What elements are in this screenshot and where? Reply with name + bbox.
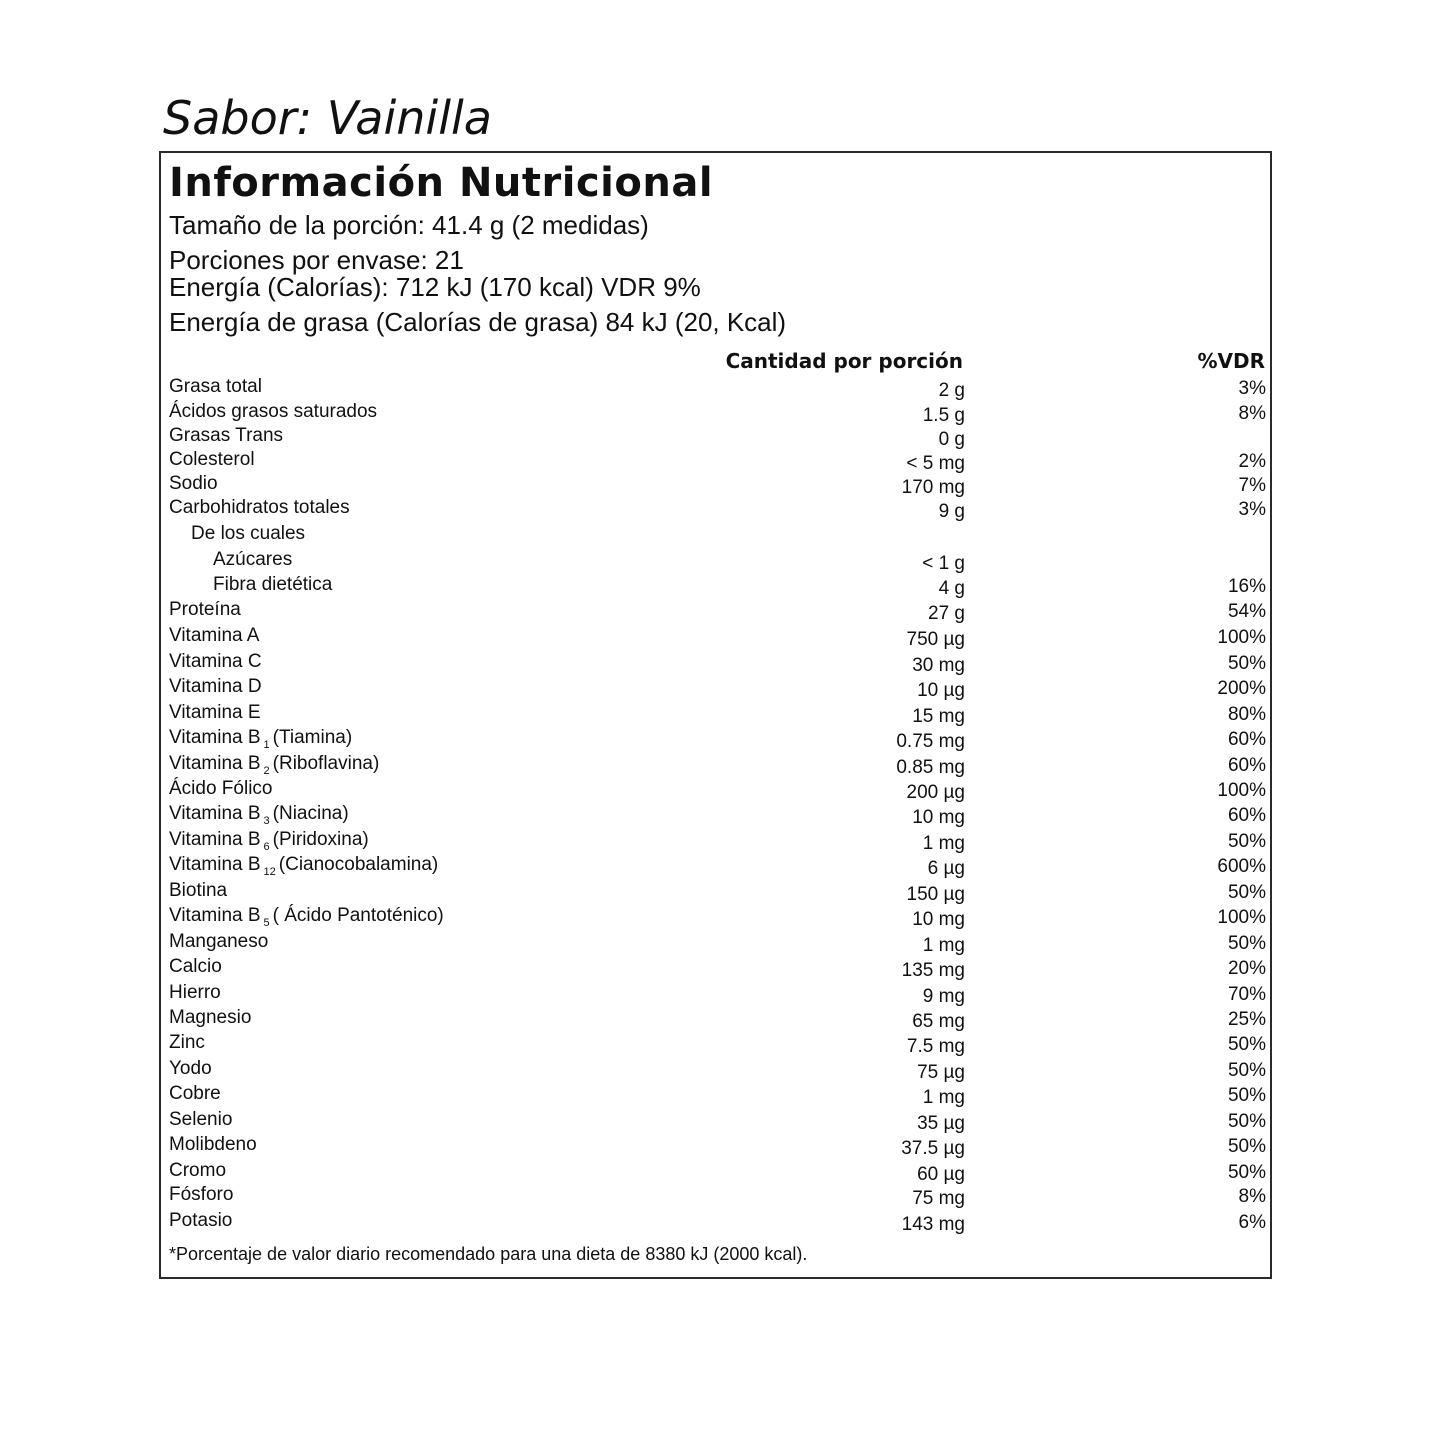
nutrient-amount: 0.85 mg [896, 757, 965, 778]
nutrient-name-text: Magnesio [169, 1007, 252, 1028]
panel-title: Información Nutricional [169, 160, 714, 206]
nutrient-vdr: 2% [1238, 451, 1266, 472]
nutrient-name [169, 496, 350, 520]
nutrient-row [0, 955, 1445, 981]
nutrient-name [169, 955, 222, 979]
nutrient-row [0, 726, 1445, 752]
nutrient-row [0, 548, 1445, 574]
nutrient-name [169, 701, 261, 725]
nutrient-name [169, 930, 268, 954]
nutrient-name-text: Vitamina B [169, 905, 261, 926]
nutrient-name-text: Proteína [169, 599, 241, 620]
nutrient-name-text: Cromo [169, 1160, 227, 1181]
nutrient-name-text: Zinc [169, 1032, 205, 1053]
footnote: *Porcentaje de valor diario recomendado para una dieta de 8380 kJ (2000 kcal). [169, 1244, 808, 1264]
nutrient-vdr: 50% [1227, 1136, 1266, 1157]
nutrient-name-text: Cobre [169, 1083, 221, 1104]
nutrient-vdr: 60% [1227, 729, 1266, 750]
vitamin-subscript: 6 [263, 841, 270, 853]
nutrient-vdr: 3% [1238, 499, 1266, 520]
nutrient-row [0, 1133, 1445, 1159]
nutrient-name-text: Azúcares [213, 549, 293, 570]
nutrient-amount: 1.5 g [922, 405, 965, 426]
nutrient-name [169, 375, 262, 399]
serving-size: Tamaño de la porción: 41.4 g (2 medidas) [169, 210, 649, 240]
nutrient-name-text: Biotina [169, 880, 228, 901]
nutrient-vdr: 50% [1227, 1111, 1266, 1132]
nutrient-vdr: 3% [1238, 378, 1266, 399]
nutrient-vdr: 20% [1227, 958, 1266, 979]
nutrient-amount: 15 mg [912, 706, 965, 727]
nutrient-row [0, 701, 1445, 727]
nutrient-row [0, 675, 1445, 701]
vitamin-subscript: 2 [263, 765, 270, 777]
nutrient-amount: 9 mg [922, 986, 965, 1007]
nutrient-name-text: Vitamina A [169, 625, 260, 646]
nutrient-name [169, 777, 273, 801]
nutrient-row [0, 981, 1445, 1007]
nutrient-amount: 6 µg [927, 858, 965, 879]
nutrient-name-text: Carbohidratos totales [169, 497, 350, 518]
nutrient-name [169, 1082, 221, 1106]
nutrient-vdr: 8% [1238, 403, 1266, 424]
nutrient-name-suffix: (Riboflavina) [272, 753, 380, 774]
nutrient-amount: 30 mg [912, 655, 965, 676]
nutrient-name [191, 522, 305, 546]
nutrient-name [169, 1159, 226, 1183]
nutrient-amount: 10 µg [917, 680, 965, 701]
nutrient-amount: < 1 g [922, 553, 965, 574]
nutrient-name-text: Calcio [169, 956, 222, 977]
nutrient-name-suffix: (Cianocobalamina) [278, 854, 439, 875]
nutrient-row [0, 828, 1445, 854]
nutrient-row [0, 522, 1445, 548]
nutrient-row [0, 1159, 1445, 1185]
nutrient-amount: 170 mg [901, 477, 965, 498]
nutrient-name-text: Fibra dietética [213, 574, 333, 595]
nutrient-name-text: Selenio [169, 1109, 233, 1130]
nutrient-name [169, 879, 227, 903]
nutrient-vdr: 8% [1238, 1186, 1266, 1207]
nutrient-vdr: 50% [1227, 1162, 1266, 1183]
nutrient-row [0, 400, 1445, 426]
nutrient-amount: 200 µg [906, 782, 965, 803]
nutrient-name-text: Vitamina E [169, 702, 261, 723]
nutrient-name [169, 1133, 257, 1157]
nutrient-row [0, 853, 1445, 879]
nutrient-row [0, 472, 1445, 498]
nutrient-amount: 135 mg [901, 960, 965, 981]
nutrient-amount: 37.5 µg [901, 1138, 965, 1159]
nutrient-vdr: 100% [1217, 780, 1266, 801]
nutrient-vdr: 60% [1227, 805, 1266, 826]
nutrient-vdr: 50% [1227, 1034, 1266, 1055]
nutrient-row [0, 904, 1445, 930]
nutrient-name-suffix: (Piridoxina) [272, 829, 369, 850]
nutrient-vdr: 70% [1227, 984, 1266, 1005]
nutrient-name [169, 400, 377, 424]
nutrient-name [169, 472, 218, 496]
nutrient-row [0, 573, 1445, 599]
nutrient-name [169, 1057, 212, 1081]
nutrient-name [169, 1183, 233, 1207]
nutrient-vdr: 60% [1227, 755, 1266, 776]
nutrient-amount: 4 g [938, 578, 965, 599]
nutrient-row [0, 1183, 1445, 1209]
nutrient-vdr: 54% [1227, 601, 1266, 622]
nutrient-amount: 9 g [938, 501, 965, 522]
nutrient-vdr: 6% [1238, 1212, 1266, 1233]
nutrient-vdr: 50% [1227, 831, 1266, 852]
nutrient-vdr: 25% [1227, 1009, 1266, 1030]
nutrient-vdr: 50% [1227, 653, 1266, 674]
nutrient-name-text: De los cuales [191, 523, 306, 544]
nutrient-amount: 10 mg [912, 807, 965, 828]
nutrient-amount: 65 mg [912, 1011, 965, 1032]
nutrient-amount: 0.75 mg [896, 731, 965, 752]
nutrient-name [169, 424, 283, 448]
nutrient-row [0, 752, 1445, 778]
nutrient-name [169, 1031, 205, 1055]
nutrient-amount: 1 mg [922, 935, 965, 956]
nutrient-name [169, 650, 262, 674]
nutrient-amount: 1 mg [922, 833, 965, 854]
servings-per-container: Porciones por envase: 21 [169, 245, 464, 275]
nutrient-name-text: Vitamina B [169, 829, 261, 850]
nutrient-amount: 10 mg [912, 909, 965, 930]
nutrient-vdr: 16% [1227, 576, 1266, 597]
nutrient-name [169, 624, 259, 648]
nutrient-row [0, 598, 1445, 624]
flavor-heading: Sabor: Vainilla [163, 91, 492, 145]
nutrient-row [0, 1108, 1445, 1134]
nutrient-name-text: Yodo [169, 1058, 212, 1079]
nutrient-name-text: Sodio [169, 473, 218, 494]
nutrient-name [169, 1209, 232, 1233]
nutrient-amount: 143 mg [901, 1214, 965, 1235]
nutrient-row [0, 1031, 1445, 1057]
nutrient-vdr: 50% [1227, 1085, 1266, 1106]
nutrient-amount: 60 µg [917, 1164, 965, 1185]
nutrient-amount: 75 µg [917, 1062, 965, 1083]
fat-energy-line: Energía de grasa (Calorías de grasa) 84 kJ (20, Kcal) [169, 307, 787, 337]
nutrient-name [169, 1108, 232, 1132]
nutrient-name-text: Grasa total [169, 376, 262, 397]
nutrient-amount: 750 µg [906, 629, 965, 650]
vitamin-subscript: 3 [263, 815, 270, 827]
nutrient-name-suffix: (Niacina) [272, 803, 349, 824]
nutrient-amount: 150 µg [906, 884, 965, 905]
nutrient-name-text: Vitamina B [169, 753, 261, 774]
vitamin-subscript: 5 [263, 917, 270, 929]
nutrient-name-text: Vitamina B [169, 854, 261, 875]
nutrient-vdr: 200% [1217, 678, 1266, 699]
nutrient-vdr: 50% [1227, 882, 1266, 903]
nutrient-name-text: Vitamina B [169, 803, 261, 824]
nutrient-name-text: Molibdeno [169, 1134, 257, 1155]
nutrient-name-text: Ácidos grasos saturados [169, 401, 378, 422]
nutrient-amount: 2 g [938, 380, 965, 401]
energy-line: Energía (Calorías): 712 kJ (170 kcal) VDR 9% [169, 272, 701, 302]
nutrient-vdr: 50% [1227, 1060, 1266, 1081]
vitamin-subscript: 12 [263, 866, 276, 878]
nutrient-row [0, 448, 1445, 474]
nutrient-vdr: 50% [1227, 933, 1266, 954]
nutrient-name-text: Grasas Trans [169, 425, 284, 446]
nutrient-name-text: Hierro [169, 982, 221, 1003]
nutrient-amount: 7.5 mg [906, 1036, 965, 1057]
nutrient-amount: 35 µg [917, 1113, 965, 1134]
nutrient-amount: 75 mg [912, 1188, 965, 1209]
nutrient-row [0, 1057, 1445, 1083]
nutrient-name-suffix: ( Ácido Pantoténico) [272, 905, 444, 926]
nutrient-name-text: Potasio [169, 1210, 233, 1231]
nutrient-name [169, 448, 255, 472]
nutrient-name [169, 1006, 251, 1030]
nutrient-amount: < 5 mg [906, 453, 965, 474]
nutrient-name [169, 981, 221, 1005]
nutrient-name-text: Vitamina D [169, 676, 262, 697]
nutrient-row [0, 650, 1445, 676]
nutrient-row [0, 930, 1445, 956]
nutrient-name [169, 675, 262, 699]
nutrient-row [0, 1082, 1445, 1108]
nutrient-vdr: 100% [1217, 907, 1266, 928]
nutrient-row [0, 496, 1445, 522]
nutrient-name [213, 573, 332, 597]
nutrient-row [0, 624, 1445, 650]
nutrient-name-suffix: (Tiamina) [272, 727, 353, 748]
nutrient-vdr: 80% [1227, 704, 1266, 725]
nutrient-row [0, 777, 1445, 803]
nutrient-name [169, 598, 241, 622]
nutrient-name-text: Ácido Fólico [169, 778, 273, 799]
nutrient-vdr: 100% [1217, 627, 1266, 648]
nutrient-amount: 0 g [938, 429, 965, 450]
amount-column-header: Cantidad por porción [725, 349, 963, 373]
nutrient-name-text: Vitamina C [169, 651, 262, 672]
nutrient-name-text: Vitamina B [169, 727, 261, 748]
nutrient-amount: 1 mg [922, 1087, 965, 1108]
vitamin-subscript: 1 [263, 739, 270, 751]
nutrient-name [213, 548, 292, 572]
nutrient-row [0, 802, 1445, 828]
nutrient-row [0, 1209, 1445, 1235]
nutrient-amount: 27 g [928, 603, 965, 624]
nutrient-row [0, 424, 1445, 450]
nutrient-name-text: Fósforo [169, 1184, 234, 1205]
vdr-column-header: %VDR [1197, 349, 1265, 373]
nutrient-vdr: 600% [1217, 856, 1266, 877]
nutrient-name-text: Colesterol [169, 449, 255, 470]
nutrient-name-text: Manganeso [169, 931, 269, 952]
nutrient-row [0, 1006, 1445, 1032]
nutrient-row [0, 375, 1445, 401]
nutrient-vdr: 7% [1238, 475, 1266, 496]
nutrient-row [0, 879, 1445, 905]
